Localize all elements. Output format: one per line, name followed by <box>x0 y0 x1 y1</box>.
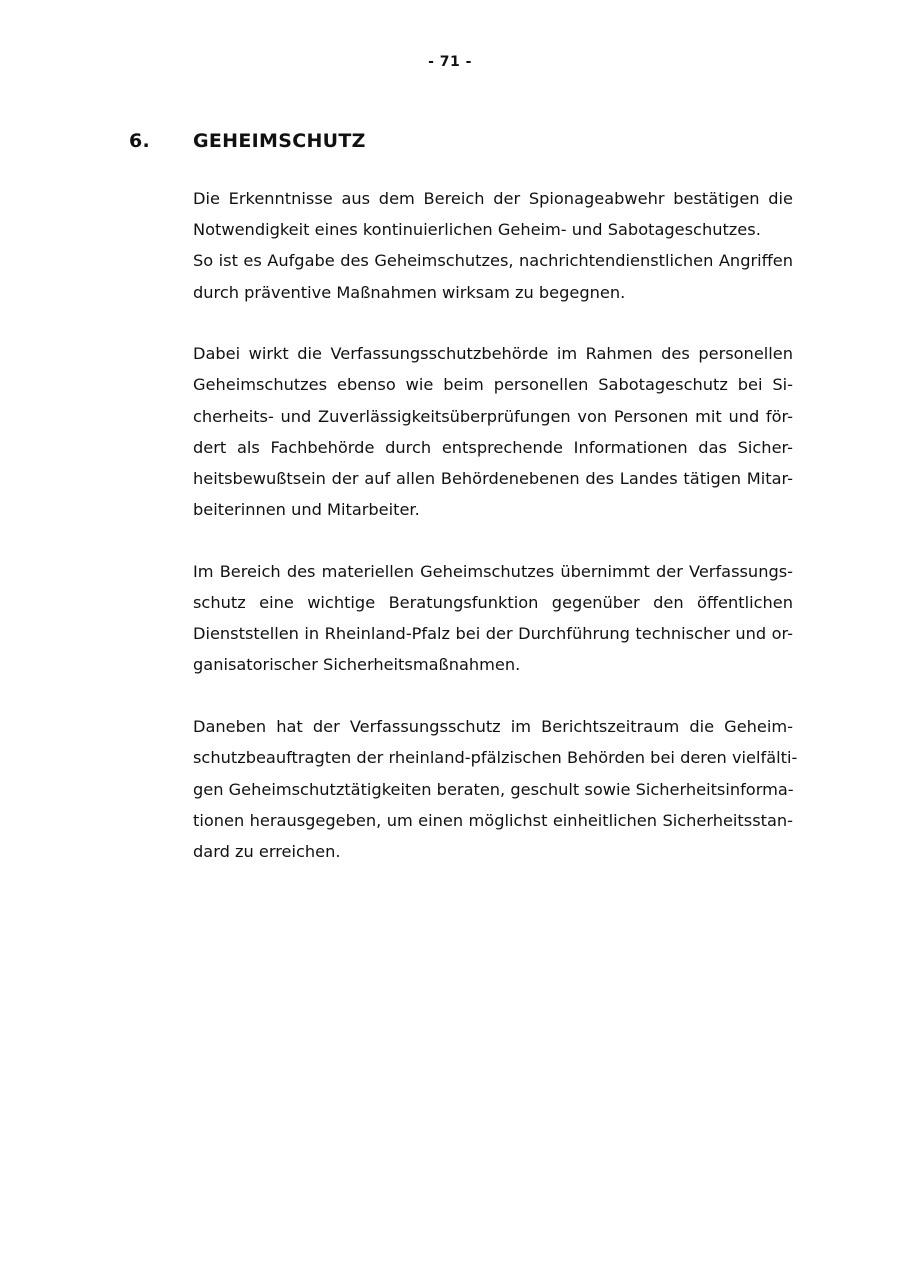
text-line: dard zu erreichen. <box>193 841 341 861</box>
text-line: Daneben hat der Verfassungsschutz im Berichtszeitraum die Geheim- <box>193 717 793 737</box>
section-number: 6. <box>129 130 151 152</box>
text-line: durch präventive Maßnahmen wirksam zu begegnen. <box>193 282 626 302</box>
text-line: Im Bereich des materiellen Geheimschutzes übernimmt der Verfassungs- <box>193 561 793 581</box>
paragraph <box>193 711 798 867</box>
text-line: So ist es Aufgabe des Geheimschutzes, nachrichtendienstlichen Angriffen <box>193 251 793 271</box>
text-line: dert als Fachbehörde durch entsprechende Informationen das Sicher- <box>193 437 793 457</box>
text-line: heitsbewußtsein der auf allen Behördenebenen des Landes tätigen Mitar- <box>193 469 793 488</box>
text-line: Die Erkenntnisse aus dem Bereich der Spionageabwehr bestätigen die <box>193 189 793 208</box>
text-line: cherheits- und Zuverlässigkeitsüberprüfungen von Personen mit und för- <box>193 406 793 426</box>
page-number: - 71 - <box>428 54 472 70</box>
section-title: GEHEIMSCHUTZ <box>193 130 366 152</box>
paragraph <box>193 556 793 681</box>
text-line: schutz eine wichtige Beratungsfunktion gegenüber den öffentlichen <box>193 593 793 613</box>
paragraph <box>193 183 793 308</box>
section-body <box>193 183 798 898</box>
text-line: tionen herausgegeben, um einen möglichst einheitlichen Sicherheitsstan- <box>193 810 793 830</box>
text-line: ganisatorischer Sicherheitsmaßnahmen. <box>193 655 521 675</box>
text-line: Notwendigkeit eines kontinuierlichen Geheim- und Sabotageschutzes. <box>193 220 761 240</box>
paragraph <box>193 338 793 525</box>
text-line: Geheimschutzes ebenso wie beim personellen Sabotageschutz bei Si- <box>193 375 793 395</box>
text-line: Dabei wirkt die Verfassungsschutzbehörde im Rahmen des personellen <box>193 344 793 364</box>
text-line: Dienststellen in Rheinland-Pfalz bei der Durchführung technischer und or- <box>193 624 793 644</box>
text-line: schutzbeauftragten der rheinland-pfälzischen Behörden bei deren vielfälti- <box>193 748 798 768</box>
text-line: beiterinnen und Mitarbeiter. <box>193 500 420 520</box>
text-line: gen Geheimschutztätigkeiten beraten, geschult sowie Sicherheitsinforma- <box>193 779 794 799</box>
section-heading <box>129 130 809 152</box>
